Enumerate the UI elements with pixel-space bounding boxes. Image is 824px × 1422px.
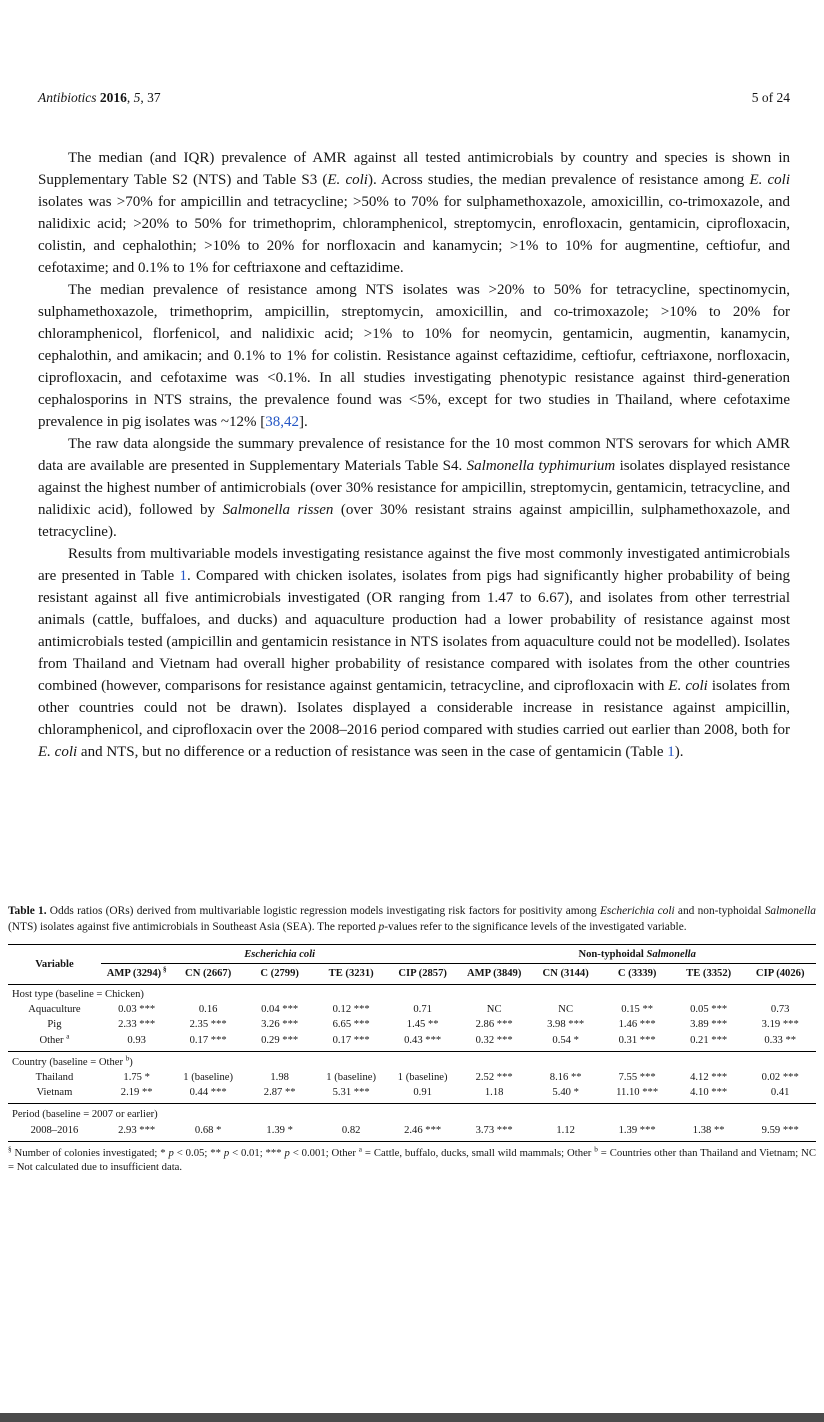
running-head	[38, 90, 790, 106]
antimicrobial-col-header: CN (2667)	[172, 964, 244, 985]
odds-ratio-value: 5.40 *	[552, 1087, 579, 1099]
odds-ratio-value: 2.86 ***	[475, 1019, 513, 1031]
odds-ratio-value: 2.33 ***	[118, 1019, 156, 1031]
odds-ratio-value: 2.52 ***	[475, 1072, 513, 1084]
odds-ratio-value: 1.38 **	[692, 1124, 725, 1136]
odds-ratio-value: 3.98 ***	[547, 1019, 585, 1031]
table-row	[8, 1033, 816, 1052]
section-header: Period (baseline = 2007 or earlier)	[8, 1104, 816, 1123]
odds-ratio-value: 2.46 ***	[404, 1124, 442, 1136]
odds-ratio-value: 0.02 ***	[761, 1072, 799, 1084]
table-1-odds-ratios	[8, 944, 816, 1142]
odds-ratio-value: 2.87 **	[263, 1087, 296, 1099]
odds-ratio-value: 2.93 ***	[118, 1124, 156, 1136]
odds-ratio-value: 0.29 ***	[261, 1034, 299, 1046]
section-header-row	[8, 1051, 816, 1070]
row-label: Pig	[47, 1019, 62, 1031]
odds-ratio-value: 3.19 ***	[761, 1019, 799, 1031]
section-header-row	[8, 985, 816, 1003]
section-header: Country (baseline = Other $^b$)	[8, 1051, 816, 1070]
col-header-variable: Variable	[8, 945, 101, 985]
odds-ratio-value: 5.31 ***	[332, 1087, 370, 1099]
odds-ratio-value: 3.73 ***	[475, 1124, 513, 1136]
odds-ratio-value: 0.68 *	[194, 1124, 222, 1136]
odds-ratio-value: 9.59 ***	[761, 1124, 799, 1136]
antimicrobial-col-header: AMP (3849)	[458, 964, 530, 985]
odds-ratio-value: 0.73	[770, 1004, 790, 1016]
citation-link[interactable]: 1	[179, 568, 187, 584]
odds-ratio-value: 7.55 ***	[618, 1072, 656, 1084]
species-group-header: Non-typhoidal Salmonella	[458, 945, 816, 964]
odds-ratio-value: 11.10 ***	[616, 1087, 659, 1099]
odds-ratio-value: 0.17 ***	[189, 1034, 227, 1046]
table-footnote: § Number of colonies investigated; * p < 0.05; ** p < 0.01; *** p < 0.001; Other $^a$ = Cattle, buffalo, ducks, small wild mammals; Other $^b$ = Countries other than Thailand and Vietnam; NC = Not calculated due to insufficient data.	[8, 1145, 817, 1174]
odds-ratio-value: 0.54 *	[552, 1034, 579, 1046]
antimicrobial-col-header: CN (3144)	[530, 964, 602, 985]
antimicrobial-col-header: C (3339)	[601, 964, 673, 985]
odds-ratio-value: 0.93	[127, 1034, 146, 1046]
odds-ratio-value: 0.21 ***	[690, 1034, 728, 1046]
row-label: Thailand	[35, 1072, 74, 1084]
antimicrobial-col-header: C (2799)	[244, 964, 316, 985]
section-header-row	[8, 1104, 816, 1123]
antimicrobial-col-header: AMP (3294) §	[101, 964, 173, 985]
table-row	[8, 1070, 816, 1085]
odds-ratio-value: 0.17 ***	[332, 1034, 370, 1046]
odds-ratio-value: 0.41	[770, 1087, 790, 1099]
odds-ratio-value: 3.89 ***	[690, 1019, 728, 1031]
antimicrobial-col-header: CIP (4026)	[744, 964, 816, 985]
row-label: Aquaculture	[28, 1004, 81, 1016]
odds-ratio-value: 0.82	[341, 1124, 361, 1136]
odds-ratio-value: 0.12 ***	[332, 1004, 370, 1016]
table-row	[8, 1123, 816, 1142]
antimicrobial-col-header: TE (3352)	[673, 964, 745, 985]
journal-reference: Antibiotics 2016, 5, 37	[38, 90, 161, 105]
section-header: Host type (baseline = Chicken)	[12, 989, 144, 1000]
odds-ratio-value: 1 (baseline)	[326, 1072, 377, 1084]
odds-ratio-value: 2.35 ***	[189, 1019, 227, 1031]
odds-ratio-value: 1.18	[484, 1087, 504, 1099]
odds-ratio-value: 1.98	[270, 1072, 289, 1084]
paragraph-serovars: The raw data alongside the summary prevalence of resistance for the 10 most common NTS serovars for which AMR data are available are presented in Supplementary Materials Table S4. Salmonella typhimurium isolates displayed resistance against the highest number of antimicrobials (over 30% resistance for ampicillin, streptomycin, gentamicin, tetracycline, and nalidixic acid), followed by Salmonella rissen (over 30% resistant strains against ampicillin, sulphamethoxazole, and tetracycline).	[38, 436, 790, 540]
odds-ratio-value: 6.65 ***	[332, 1019, 370, 1031]
odds-ratio-value: 1.75 *	[123, 1072, 150, 1084]
table-row	[8, 1002, 816, 1017]
odds-ratio-value: 0.31 ***	[618, 1034, 656, 1046]
antimicrobial-col-header: TE (3231)	[315, 964, 387, 985]
antimicrobial-col-header: CIP (2857)	[387, 964, 459, 985]
odds-ratio-value: 3.26 ***	[261, 1019, 299, 1031]
odds-ratio-value: 4.12 ***	[690, 1072, 728, 1084]
taskbar-edge	[0, 1413, 824, 1422]
citation-link[interactable]: 38,42	[265, 414, 299, 430]
paragraph-prevalence-ecoli: The median (and IQR) prevalence of AMR against all tested antimicrobials by country and species is shown in Supplementary Table S2 (NTS) and Table S3 (E. coli). Across studies, the median prevalence of resistance among E. coli isolates was >70% for ampicillin and tetracycline; >50% to 70% for sulphamethoxazole, amoxicillin, co-trimoxazole, and nalidixic acid; >20% to 50% for trimethoprim, chloramphenicol, streptomycin, enrofloxacin, gentamicin, ciprofloxacin, colistin, and cephalothin; >10% to 20% for norfloxacin and kanamycin; >1% to 10% for augmentine, ceftiofur, and cefotaxime; and 0.1% to 1% for ceftriaxone and ceftazidime.	[38, 150, 791, 276]
odds-ratio-value: 0.05 ***	[690, 1004, 728, 1016]
citation-link[interactable]: 1	[667, 744, 675, 760]
row-label: 2008–2016	[30, 1124, 79, 1136]
odds-ratio-value: 8.16 **	[549, 1072, 582, 1084]
species-group-header: Escherichia coli	[101, 945, 459, 964]
row-label: Other $^a$	[39, 1032, 70, 1046]
odds-ratio-value: 0.43 ***	[404, 1034, 442, 1046]
odds-ratio-value: 0.71	[413, 1004, 432, 1016]
odds-ratio-value: 2.19 **	[120, 1087, 153, 1099]
page-number: 5 of 24	[751, 90, 790, 105]
odds-ratio-value: 0.44 ***	[189, 1087, 227, 1099]
article-body	[38, 147, 790, 763]
odds-ratio-value: 1.12	[556, 1124, 575, 1136]
odds-ratio-value: 1 (baseline)	[397, 1072, 448, 1084]
odds-ratio-value: 1 (baseline)	[183, 1072, 234, 1084]
odds-ratio-value: 1.46 ***	[618, 1019, 656, 1031]
odds-ratio-value: 0.04 ***	[261, 1004, 299, 1016]
odds-ratio-value: 1.39 ***	[618, 1124, 656, 1136]
odds-ratio-value: 0.33 **	[764, 1034, 797, 1046]
table-row	[8, 1017, 816, 1032]
row-label: Vietnam	[36, 1087, 73, 1099]
table-caption: Table 1. Odds ratios (ORs) derived from multivariable logistic regression models investigating risk factors for positivity among Escherichia coli and non-typhoidal Salmonella (NTS) isolates against five antimicrobials in Southeast Asia (SEA). The reported p-values refer to the significance levels of the investigated variable.	[8, 905, 816, 933]
odds-ratio-value: 0.91	[413, 1087, 432, 1099]
odds-ratio-value: 0.16	[198, 1004, 218, 1016]
odds-ratio-value: 1.45 **	[406, 1019, 439, 1031]
odds-ratio-value: 0.03 ***	[118, 1004, 156, 1016]
table-block	[8, 903, 816, 1175]
odds-ratio-value: 0.32 ***	[475, 1034, 513, 1046]
paragraph-multivariable-results: Results from multivariable models investigating resistance against the five most commonly investigated antimicrobials are presented in Table 1. Compared with chicken isolates, isolates from pigs had significantly higher probability of being resistant against all five antimicrobials investigated (OR ranging from 1.47 to 6.67), and isolates from other terrestrial animals (cattle, buffaloes, and ducks) and aquaculture production had a lower probability of resistance against most antimicrobials tested (ampicillin and gentamicin resistance in NTS isolates from aquaculture could not be modelled). Isolates from Thailand and Vietnam had overall higher probability of resistance compared with isolates from the other countries combined (however, comparisons for resistance against gentamicin, tetracycline, and ciprofloxacin with E. coli isolates from other countries could not be drawn). Isolates displayed a considerable increase in resistance against ampicillin, chloramphenicol, and ciprofloxacin over the 2008–2016 period compared with studies carried out earlier than 2008, both for E. coli and NTS, but no difference or a reduction of resistance was seen in the case of gentamicin (Table 1).	[38, 546, 791, 760]
paragraph-prevalence-nts: The median prevalence of resistance among NTS isolates was >20% to 50% for tetracycline, spectinomycin, sulphamethoxazole, trimethoprim, ampicillin, streptomycin, amoxicillin, and co-trimoxazole; >10% to 20% for chloramphenicol, florfenicol, and nalidixic acid; >1% to 10% for neomycin, gentamicin, augmentin, kanamycin, cephalothin, and amikacin; and 0.1% to 1% for colistin. Resistance against ceftazidime, ceftiofur, ceftriaxone, norfloxacin, ciprofloxacin, and cefotaxime was <0.1%. In all studies investigating phenotypic resistance against third-generation cephalosporins in NTS strains, the prevalence found was <5%, except for two studies in Thailand, where cefotaxime prevalence in pig isolates was ~12% [38,42].	[38, 282, 790, 430]
odds-ratio-value: NC	[558, 1004, 574, 1016]
odds-ratio-value: NC	[486, 1004, 502, 1016]
odds-ratio-value: 1.39 *	[266, 1124, 293, 1136]
table-row	[8, 1085, 816, 1104]
odds-ratio-value: 4.10 ***	[690, 1087, 728, 1099]
odds-ratio-value: 0.15 **	[621, 1004, 654, 1016]
